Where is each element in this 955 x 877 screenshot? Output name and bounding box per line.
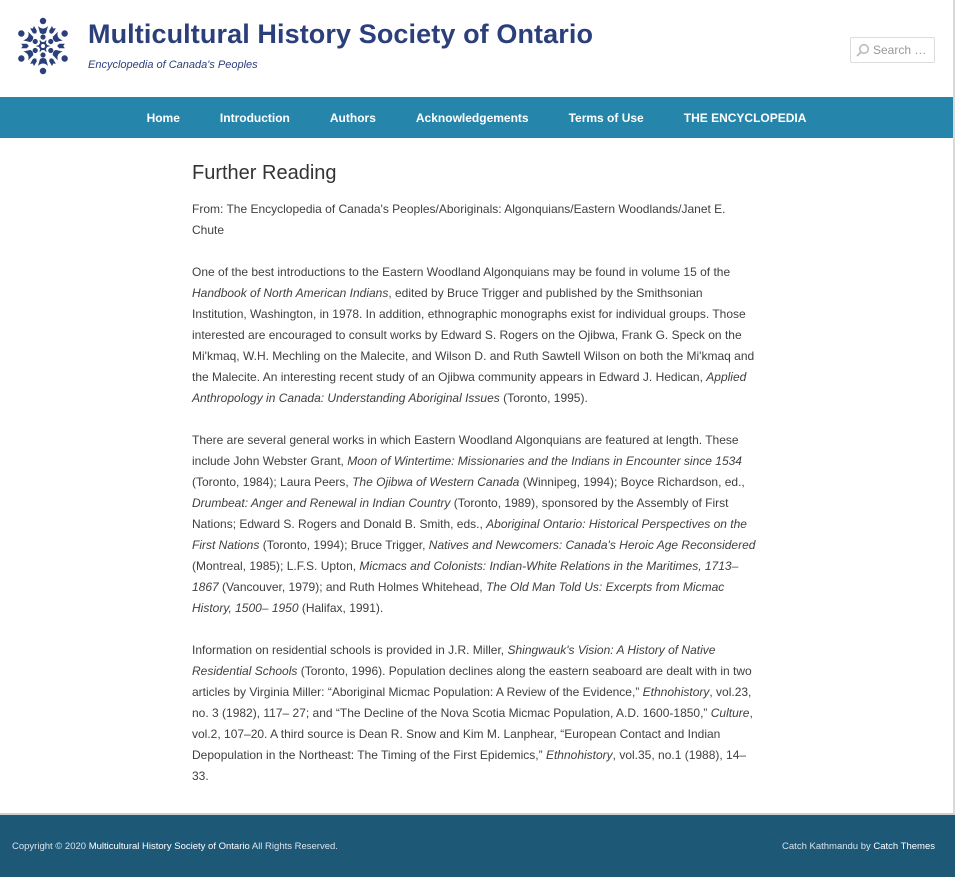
paragraph-2 xyxy=(192,430,757,619)
nav-link-acknowledgements[interactable]: Acknowledgements xyxy=(415,110,529,125)
search-icon xyxy=(856,43,870,57)
text-span: (Montreal, 1985); L.F.S. Upton, xyxy=(192,559,360,573)
paragraph-3 xyxy=(192,640,757,787)
citation-title: Natives and Newcomers: Canada's Heroic Age Reconsidered xyxy=(428,538,756,552)
citation-title: Ethnohistory xyxy=(545,748,613,762)
search-box[interactable] xyxy=(850,37,935,63)
text-span: (Vancouver, 1979); and Ruth Holmes Whitehead, xyxy=(218,580,486,594)
source-line: From: The Encyclopedia of Canada's Peoples/Aboriginals: Algonquians/Eastern Woodlands/Janet E. Chute xyxy=(192,202,726,237)
search-input[interactable] xyxy=(873,43,935,57)
citation-title: Aboriginal Ontario: Historical Perspectives on the First Nations xyxy=(192,517,747,552)
text-span: , vol.23, no. 3 (1982), 117– 27; and “The Decline of the Nova Scotia Micmac Population, A.D. 1600-1850,” xyxy=(192,685,752,720)
nav-link-authors[interactable]: Authors xyxy=(329,110,376,125)
page-title: Further Reading xyxy=(192,162,337,184)
copyright-prefix: Copyright © 2020 xyxy=(12,841,89,852)
credit-prefix: Catch Kathmandu by xyxy=(782,841,874,852)
text-span: Information on residential schools is provided in J.R. Miller, xyxy=(192,643,508,657)
citation-title: Culture xyxy=(710,706,750,720)
citation-title: Applied Anthropology in Canada: Understanding Aboriginal Issues xyxy=(192,370,747,405)
text-span: There are several general works in which Eastern Woodland Algonquians are featured at length. These include John Webster Grant, xyxy=(192,433,739,468)
nav-item-acknowledgements xyxy=(396,109,549,127)
nav-item-the-encyclopedia xyxy=(664,109,827,127)
text-span: (Toronto, 1989), sponsored by the Assembly of First Nations; Edward S. Rogers and Donald B. Smith, eds., xyxy=(192,496,729,531)
site-header xyxy=(0,0,953,97)
paragraph-1 xyxy=(192,262,757,409)
text-span: (Toronto, 1996). Population declines along the eastern seaboard are dealt with in two articles by Virginia Miller: “Aboriginal Micmac Population: A Review of the Evidence,” xyxy=(192,664,752,699)
citation-title: Ethnohistory xyxy=(642,685,710,699)
text-span: , vol.2, 107–20. A third source is Dean R. Snow and Kim M. Lanphear, “European Contact and Indian Depopulation in the Northeast: The Timing of the First Epidemics,” xyxy=(192,706,753,762)
text-span: , vol.35, no.1 (1988), 14–33. xyxy=(192,748,747,783)
nav-link-terms-of-use[interactable]: Terms of Use xyxy=(568,110,644,125)
theme-credit xyxy=(782,841,935,852)
citation-title: Handbook of North American Indians xyxy=(192,286,389,300)
text-span: (Toronto, 1995). xyxy=(499,391,588,405)
text-span: (Toronto, 1994); Bruce Trigger, xyxy=(259,538,429,552)
nav-link-introduction[interactable]: Introduction xyxy=(219,110,290,125)
citation-title: The Old Man Told Us: Excerpts from Micmac History, 1500– 1950 xyxy=(192,580,725,615)
text-span: One of the best introductions to the Eastern Woodland Algonquians may be found in volume 15 of the xyxy=(192,265,731,279)
catch-themes-link[interactable]: Catch Themes xyxy=(873,841,935,852)
nav-item-authors xyxy=(310,109,396,127)
entry-body xyxy=(192,199,757,787)
nav-link-home[interactable]: Home xyxy=(146,110,180,125)
citation-title: Drumbeat: Anger and Renewal in Indian Country xyxy=(192,496,451,510)
nav-item-introduction xyxy=(200,109,310,127)
nav-item-terms-of-use xyxy=(549,109,664,127)
citation-title: The Ojibwa of Western Canada xyxy=(352,475,520,489)
main-content xyxy=(192,160,757,808)
copyright-suffix: All Rights Reserved. xyxy=(249,841,338,852)
footer-site-link[interactable]: Multicultural History Society of Ontario xyxy=(88,841,250,852)
text-span: , edited by Bruce Trigger and published by the Smithsonian Institution, Washington, in 1978. In addition, ethnographic monographs exist for individual groups. Those interested are encouraged to consult works by Edward S. Rogers on the Ojibwa, Frank G. Speck on the Mi'kmaq, W.H. Mechling on the Malecite, and Wilson D. and Ruth Sawtell Wilson on both the Mi'kmaq and the Malecite. An interesting recent study of an Ojibwa community appears in Edward J. Hedican, xyxy=(192,286,755,384)
citation-title: Moon of Wintertime: Missionaries and the Indians in Encounter since 1534 xyxy=(347,454,742,468)
main-navigation xyxy=(0,97,953,138)
site-title[interactable]: Multicultural History Society of Ontario xyxy=(88,19,594,49)
copyright-text xyxy=(12,841,338,852)
nav-item-home xyxy=(127,109,200,127)
text-span: (Halifax, 1991). xyxy=(298,601,384,615)
citation-title: Micmacs and Colonists: Indian-White Relations in the Maritimes, 1713–1867 xyxy=(192,559,739,594)
snowflake-people-logo-icon[interactable] xyxy=(10,13,76,79)
site-footer xyxy=(0,815,955,877)
citation-title: Shingwauk's Vision: A History of Native Residential Schools xyxy=(192,643,716,678)
text-span: (Winnipeg, 1994); Boyce Richardson, ed., xyxy=(519,475,745,489)
site-description: Encyclopedia of Canada's Peoples xyxy=(88,59,258,71)
text-span: (Toronto, 1984); Laura Peers, xyxy=(192,475,353,489)
nav-link-the-encyclopedia[interactable]: THE ENCYCLOPEDIA xyxy=(683,110,807,125)
